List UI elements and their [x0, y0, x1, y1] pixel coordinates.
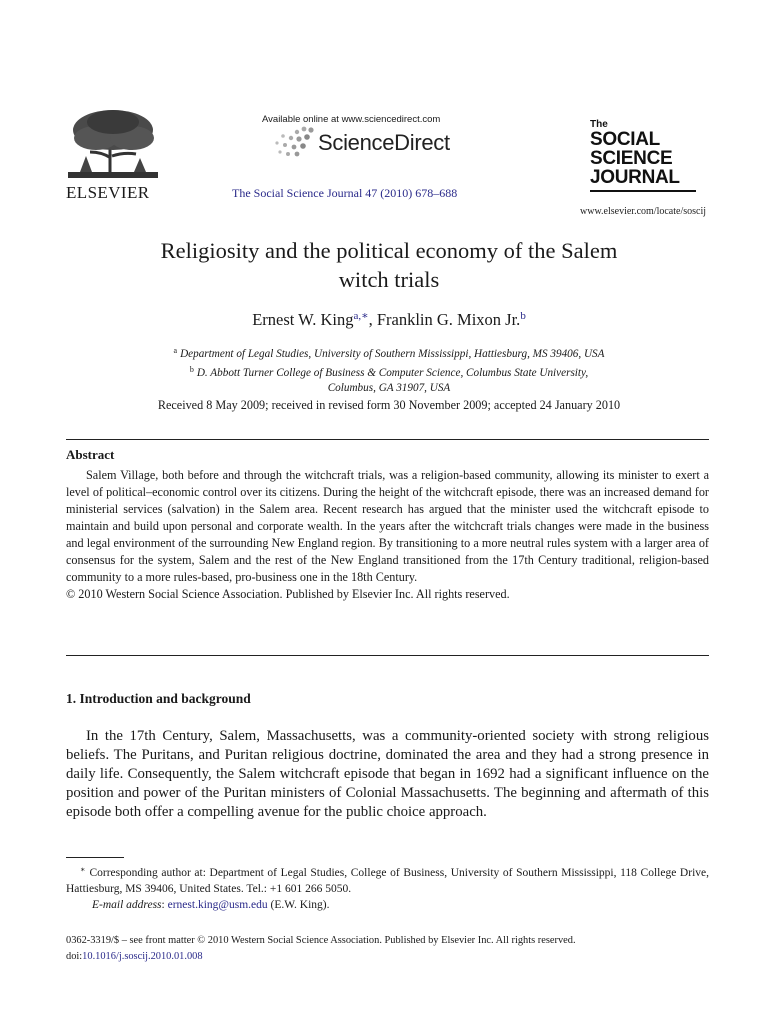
section-heading: 1. Introduction and background [66, 691, 251, 706]
footnote [66, 862, 709, 913]
affiliation-b-line1: D. Abbott Turner College of Business & Computer Science, Columbus State University, [196, 367, 589, 379]
footnote-rule [66, 857, 124, 858]
issn-line: 0362-3319/$ – see front matter © 2010 Western Social Science Association. Published by Elsevier Inc. All rights reserved. [66, 935, 576, 946]
abstract-text: Salem Village, both before and through the witchcraft trials, was a religion-based community, allowing its minister to exert a level of political–economic control over its citizens. During the height of the witchcraft episode, there was an increased demand for ministerial services (salvation) in the Salem area. Recent research has argued that the minister used the witchcraft episode to maintain and build upon personal and corporate wealth. In the years after the witchcraft trials changes were made in the business and legal environment of the surrounding New England region. By transitioning to a more neutral rules system with a larger area of consensus for the system, Salem and the rest of the New England transitioned from the 17th Century traditional, religion-based community to a more rules-based, pro-business one in the 18th Century. [66, 468, 709, 584]
article-title-line2: witch trials [338, 267, 440, 292]
article-title-line1: Religiosity and the political economy of the Salem [160, 238, 618, 263]
abstract-heading: Abstract [66, 447, 115, 462]
email-link[interactable]: ernest.king@usm.edu [167, 899, 268, 911]
page-footer [66, 933, 709, 965]
journal-citation[interactable]: The Social Science Journal 47 (2010) 678–688 [232, 186, 458, 200]
journal-logo-rule [590, 190, 696, 192]
journal-logo-line2: SCIENCE [590, 148, 673, 169]
author-separator: , [368, 310, 377, 329]
journal-logo-line1: SOCIAL [590, 129, 660, 150]
footnote-text: Corresponding author at: Department of Legal Studies, College of Business, University of Southern Mississippi, 118 College Drive, Hattiesburg, MS 39406, United States. Tel.: +1 601 266 5050. [66, 867, 709, 895]
doi-link[interactable]: 10.1016/j.soscij.2010.01.008 [82, 951, 203, 962]
journal-logo-line3: JOURNAL [590, 167, 680, 188]
author-name: Franklin G. Mixon Jr. [376, 310, 521, 329]
affiliation-mark: b [189, 365, 194, 374]
author-affiliation-link[interactable]: b [520, 310, 526, 322]
abstract-copyright: © 2010 Western Social Science Association. Published by Elsevier Inc. All rights reserved. [66, 587, 510, 601]
section-body: In the 17th Century, Salem, Massachusetts, was a community-oriented society with strong religious beliefs. The Puritans, and Puritan religious doctrine, dominated the area and they had a strong presence in daily life. Consequently, the Salem witchcraft episode that began in 1692 had a significant influence on the position and power of the Puritan ministers of Colonial Massachusetts. The beginning and aftermath of this episode both offer a compelling avenue for the public choice approach. [66, 728, 709, 820]
received-dates: Received 8 May 2009; received in revised form 30 November 2009; accepted 24 January 2010 [157, 398, 621, 412]
doi-label: doi: [66, 951, 83, 962]
article-title [66, 236, 712, 294]
author-name: Ernest W. King [252, 310, 354, 329]
journal-logo-the: The [590, 119, 608, 130]
email-separator: : [161, 899, 168, 911]
available-online-text[interactable]: Available online at www.sciencedirect.com [262, 114, 441, 125]
affiliations [66, 343, 712, 396]
affiliation-a: Department of Legal Studies, University of Southern Mississippi, Hattiesburg, MS 39406, USA [180, 348, 605, 360]
elsevier-wordmark: ELSEVIER [66, 183, 150, 202]
email-owner: (E.W. King). [267, 899, 330, 911]
affiliation-b-line2: Columbus, GA 31907, USA [327, 382, 451, 394]
elsevier-tree-logo-icon [66, 108, 160, 180]
divider [66, 655, 709, 656]
sciencedirect-wordmark[interactable]: ScienceDirect [318, 130, 450, 155]
footnote-mark: ∗ [80, 865, 86, 874]
email-label: E-mail address [92, 899, 162, 911]
divider [66, 439, 709, 440]
author-list [66, 309, 712, 330]
journal-logo [590, 119, 696, 192]
abstract-body [66, 467, 709, 603]
affiliation-mark: a [173, 346, 178, 355]
author-affiliation-link[interactable]: a,∗ [353, 310, 369, 322]
journal-url[interactable]: www.elsevier.com/locate/soscij [580, 206, 706, 217]
sciencedirect-dots-icon [273, 124, 317, 160]
